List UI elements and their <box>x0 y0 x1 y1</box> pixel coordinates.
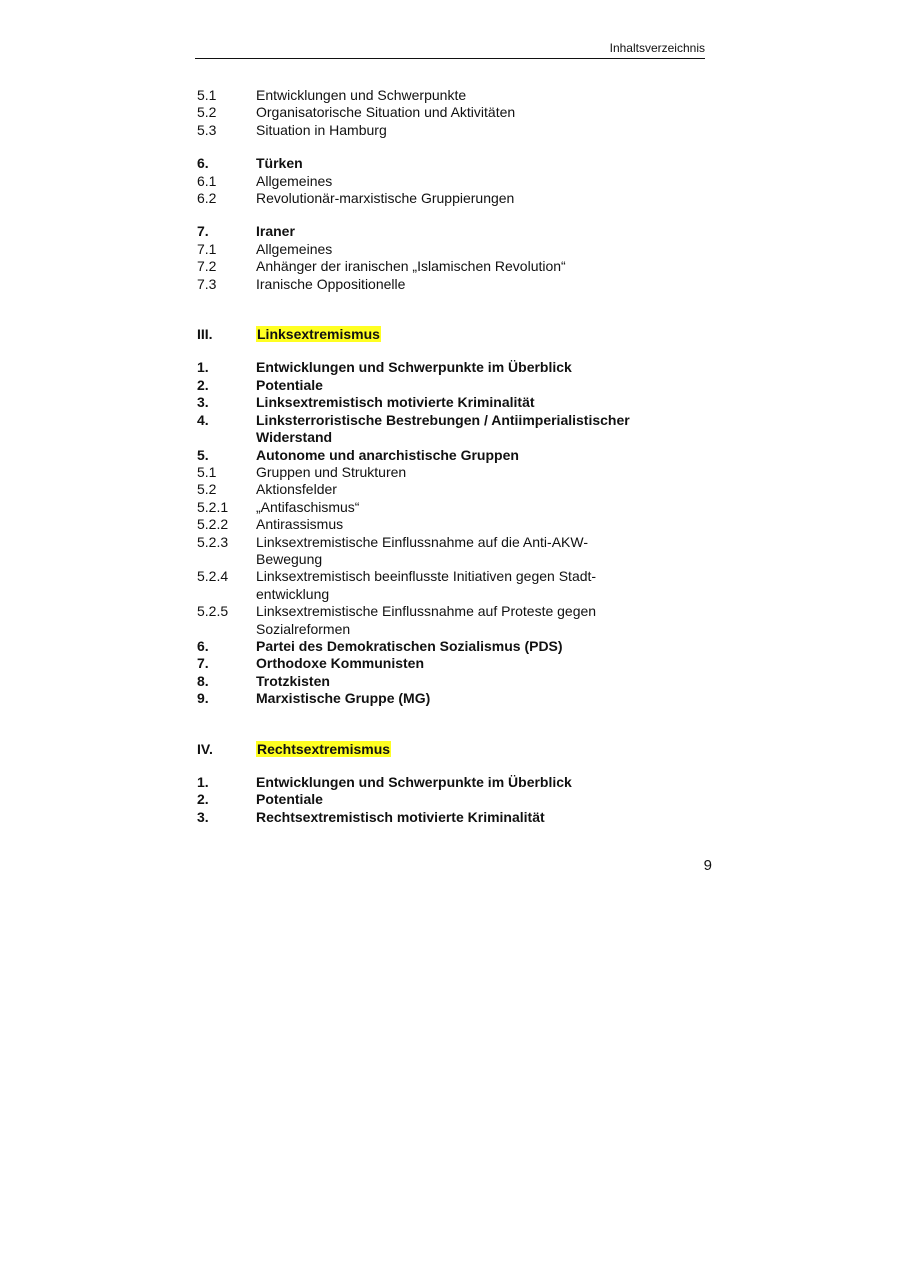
toc-entry <box>197 481 637 498</box>
toc-part-title-highlighted: Linksextremismus <box>257 326 380 343</box>
toc-entry <box>197 516 637 533</box>
toc-entry <box>197 87 637 104</box>
toc-title: Gruppen und Strukturen <box>256 463 407 480</box>
toc-number: 5.3 <box>197 121 217 138</box>
toc-title: Revolutionär-marxistische Gruppierungen <box>256 190 515 207</box>
toc-number: 2. <box>197 791 209 808</box>
toc-entry <box>197 499 637 516</box>
toc-title: Widerstand <box>256 429 333 446</box>
toc-entry <box>197 534 637 551</box>
toc-number: 6. <box>197 155 209 172</box>
toc-title: Linksterroristische Bestrebungen / Antiimperialistischer <box>256 411 630 428</box>
toc-title: Autonome und anarchistische Gruppen <box>256 446 519 463</box>
toc-title: Entwicklungen und Schwerpunkte im Überblick <box>256 359 572 376</box>
page-number: 9 <box>703 857 712 874</box>
toc-entry <box>197 258 637 275</box>
toc-number: 5.2.1 <box>197 498 229 515</box>
toc-number: 1. <box>197 774 209 790</box>
toc-number: 9. <box>197 690 209 707</box>
toc-number: 7. <box>197 655 209 672</box>
toc-title: Linksextremistische Einflussnahme auf die Anti-AKW- <box>256 533 588 550</box>
toc-number: 3. <box>197 808 209 825</box>
toc-entry <box>197 173 637 190</box>
toc-title: Marxistische Gruppe (MG) <box>256 690 431 707</box>
toc-number: 5.2 <box>197 104 217 121</box>
toc-entry-continuation <box>197 621 637 638</box>
toc-entry <box>197 241 637 258</box>
toc-chapter <box>197 638 637 655</box>
toc-title: Orthodoxe Kommunisten <box>256 655 425 672</box>
toc-entry <box>197 122 637 139</box>
toc-entry-continuation <box>197 551 637 568</box>
toc-entry <box>197 568 637 585</box>
toc-title: Rechtsextremistisch motivierte Kriminalität <box>256 808 545 825</box>
toc-number <box>197 621 256 638</box>
toc-title: Linksextremistische Einflussnahme auf Proteste gegen <box>256 603 597 620</box>
toc-title: Aktionsfelder <box>256 481 337 498</box>
toc-title: Situation in Hamburg <box>256 121 387 138</box>
toc-number: 5.2.4 <box>197 568 229 585</box>
toc-part-number: III. <box>197 326 213 343</box>
toc-title: „Antifaschismus“ <box>256 498 360 515</box>
toc-entry <box>197 104 637 121</box>
toc-chapter-continuation <box>197 429 637 446</box>
toc-number: 6.2 <box>197 190 217 207</box>
toc-chapter <box>197 412 637 429</box>
toc-title: Sozialreformen <box>256 620 351 637</box>
toc-chapter <box>197 791 637 808</box>
toc-title: Allgemeines <box>256 172 333 189</box>
toc-entry <box>197 603 637 620</box>
toc-number: 5.1 <box>197 463 217 480</box>
toc-number: 8. <box>197 672 209 689</box>
table-of-contents <box>197 87 637 826</box>
toc-number: 7. <box>197 223 209 240</box>
toc-number: 7.2 <box>197 258 217 275</box>
toc-entry <box>197 464 637 481</box>
toc-title: Potentiale <box>256 791 323 808</box>
toc-title: Anhänger der iranischen „Islamischen Revolution“ <box>256 258 566 275</box>
toc-number <box>197 429 256 446</box>
toc-part-heading <box>197 741 637 758</box>
toc-chapter <box>197 673 637 690</box>
toc-title: Linksextremistisch motivierte Kriminalität <box>256 394 535 411</box>
toc-chapter <box>197 155 637 172</box>
toc-title: Linksextremistisch beeinflusste Initiativen gegen Stadt- <box>256 568 597 585</box>
toc-chapter <box>197 809 637 826</box>
toc-title: Partei des Demokratischen Sozialismus (PDS) <box>256 637 563 654</box>
toc-title: Entwicklungen und Schwerpunkte <box>256 87 467 103</box>
toc-number: 1. <box>197 359 209 376</box>
toc-title: Potentiale <box>256 376 323 393</box>
toc-chapter <box>197 377 637 394</box>
toc-title: Trotzkisten <box>256 672 330 689</box>
toc-entry <box>197 276 637 293</box>
toc-number: 7.1 <box>197 240 217 257</box>
toc-number: 4. <box>197 411 209 428</box>
toc-title: Bewegung <box>256 550 323 567</box>
toc-number: 5.2.3 <box>197 533 229 550</box>
toc-chapter <box>197 690 637 707</box>
toc-part-heading <box>197 326 637 343</box>
toc-part-title-highlighted: Rechtsextremismus <box>257 740 391 757</box>
toc-number: 7.3 <box>197 275 217 292</box>
toc-number: 5.2 <box>197 481 217 498</box>
toc-chapter <box>197 223 637 240</box>
toc-title: Türken <box>256 155 303 172</box>
toc-part-number: IV. <box>197 740 213 757</box>
toc-entry-continuation <box>197 586 637 603</box>
toc-title: Entwicklungen und Schwerpunkte im Überblick <box>256 774 572 790</box>
toc-chapter <box>197 774 637 791</box>
toc-number: 6. <box>197 637 209 654</box>
toc-title: Iranische Oppositionelle <box>256 275 406 292</box>
toc-title: Organisatorische Situation und Aktivitäten <box>256 104 516 121</box>
toc-chapter <box>197 447 637 464</box>
toc-chapter <box>197 359 637 376</box>
toc-number: 2. <box>197 376 209 393</box>
toc-chapter <box>197 394 637 411</box>
toc-number: 3. <box>197 394 209 411</box>
toc-title: Iraner <box>256 223 295 240</box>
toc-title: Antirassismus <box>256 516 344 533</box>
running-header: Inhaltsverzeichnis <box>195 41 705 59</box>
toc-number: 6.1 <box>197 172 217 189</box>
toc-title: entwicklung <box>256 585 330 602</box>
toc-number <box>197 586 256 603</box>
toc-number: 5.2.2 <box>197 516 229 533</box>
toc-chapter <box>197 655 637 672</box>
toc-number: 5. <box>197 446 209 463</box>
toc-number: 5.2.5 <box>197 603 229 620</box>
toc-number <box>197 551 256 568</box>
toc-title: Allgemeines <box>256 240 333 257</box>
toc-number: 5.1 <box>197 87 217 103</box>
toc-entry <box>197 190 637 207</box>
